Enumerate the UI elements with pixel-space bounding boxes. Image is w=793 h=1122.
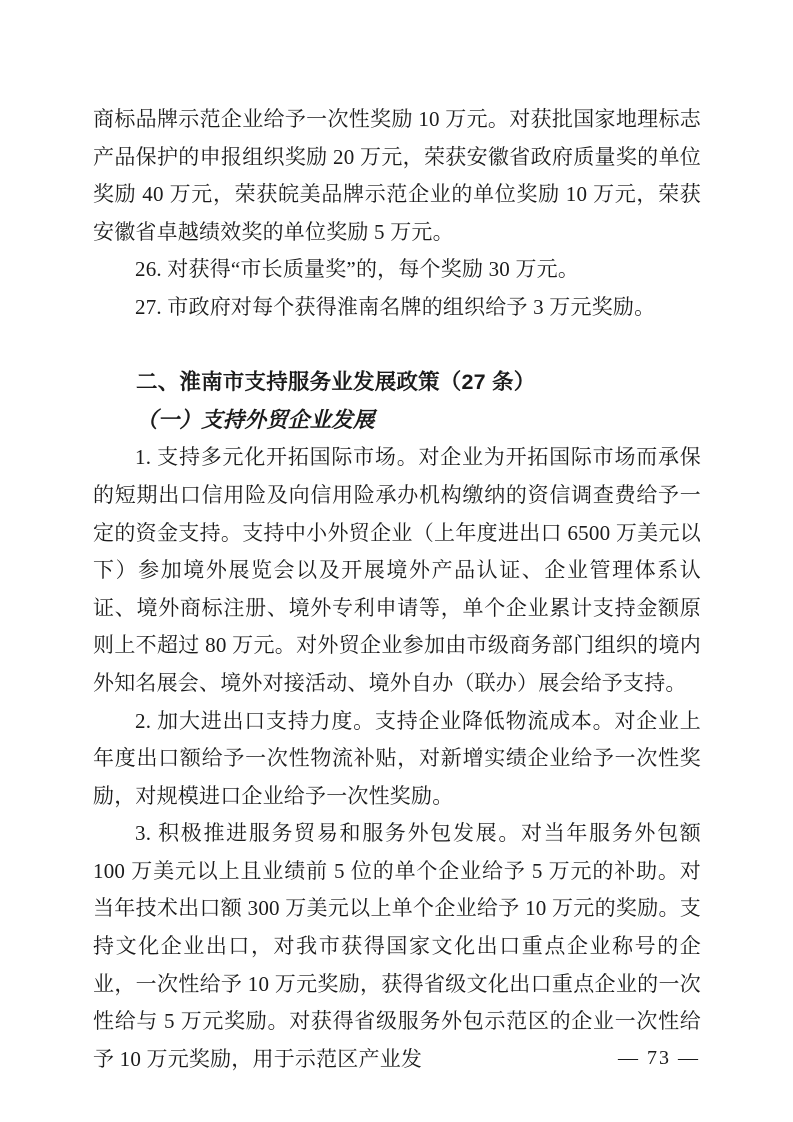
policy-paragraph-3: 3. 积极推进服务贸易和服务外包发展。对当年服务外包额 100 万美元以上且业绩前 5 位的单个企业给予 5 万元的补助。对当年技术出口额 300 万美元以上单个企业给予 10 万元的奖励。支持文化企业出口，对我市获得国家文化出口重点企业称号的企业，一次性给予 10 万元奖励，获得省级文化出口重点企业的一次性给与 5 万元奖励。对获得省级服务外包示范区的企业一次性给予 10 万元奖励，用于示范区产业发 bbox=[93, 821, 701, 1071]
document-body bbox=[93, 101, 701, 1078]
policy-item-26: 26. 对获得“市长质量奖”的，每个奖励 30 万元。 bbox=[135, 257, 580, 282]
subsection-heading: （一）支持外贸企业发展 bbox=[136, 407, 375, 432]
body-paragraph-continuation: 商标品牌示范企业给予一次性奖励 10 万元。对获批国家地理标志产品保护的申报组织奖励 20 万元，荣获安徽省政府质量奖的单位奖励 40 万元，荣获皖美品牌示范企业的单位奖励 10 万元，荣获安徽省卓越绩效奖的单位奖励 5 万元。 bbox=[93, 107, 701, 244]
policy-paragraph-2: 2. 加大进出口支持力度。支持企业降低物流成本。对企业上年度出口额给予一次性物流补贴，对新增实绩企业给予一次性奖励，对规模进口企业给予一次性奖励。 bbox=[93, 708, 701, 808]
policy-item-27: 27. 市政府对每个获得淮南名牌的组织给予 3 万元奖励。 bbox=[135, 294, 656, 319]
policy-paragraph-1: 1. 支持多元化开拓国际市场。对企业为开拓国际市场而承保的短期出口信用险及向信用险承办机构缴纳的资信调查费给予一定的资金支持。支持中小外贸企业（上年度进出口 6500 万美元以下）参加境外展览会以及开展境外产品认证、企业管理体系认证、境外商标注册、境外专利申请等，单个企业累计支持金额原则上不超过 80 万元。对外贸企业参加由市级商务部门组织的境内外知名展会、境外对接活动、境外自办（联办）展会给予支持。 bbox=[93, 445, 701, 695]
page-number: — 73 — bbox=[618, 1047, 700, 1069]
blank-line bbox=[93, 327, 701, 365]
section-heading: 二、淮南市支持服务业发展政策（27 条） bbox=[136, 370, 536, 395]
